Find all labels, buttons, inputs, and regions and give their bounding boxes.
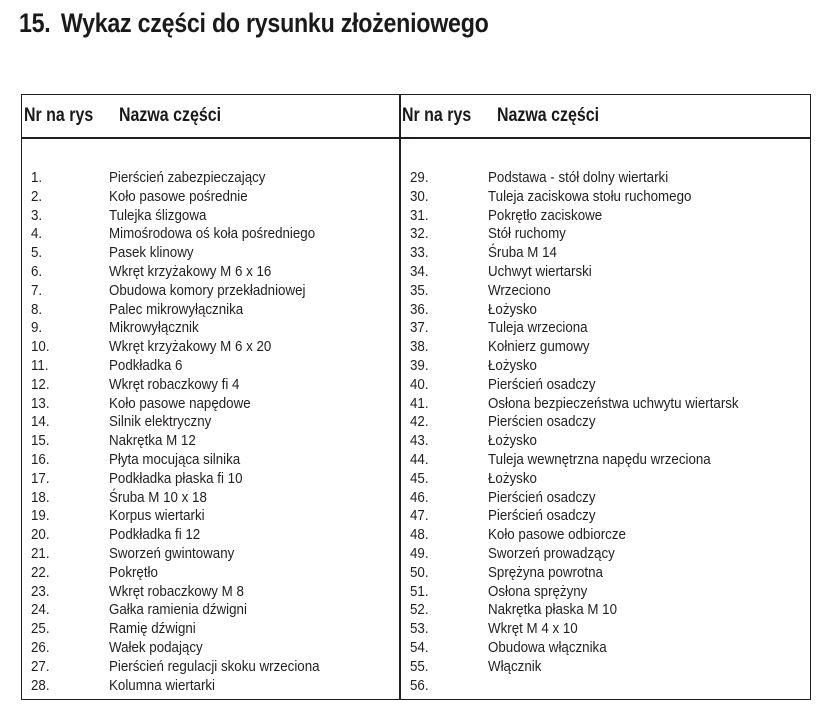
part-name: Śruba M 14 xyxy=(488,245,557,262)
part-number: 6. xyxy=(31,263,43,280)
part-number: 50. xyxy=(410,564,429,581)
part-number: 43. xyxy=(410,433,429,450)
part-number: 4. xyxy=(31,226,43,243)
column-divider xyxy=(399,95,401,699)
part-name: Obudowa komory przekładniowej xyxy=(109,282,306,299)
part-number: 15. xyxy=(31,433,50,450)
part-name: Tuleja wewnętrzna napędu wrzeciona xyxy=(488,451,711,468)
part-name: Podkładka płaska fi 10 xyxy=(109,470,243,487)
part-name: Pierścień osadczy xyxy=(488,489,596,506)
part-name: Wrzeciono xyxy=(488,282,551,299)
part-number: 10. xyxy=(31,339,50,356)
part-name: Wkręt robaczkowy fi 4 xyxy=(109,376,240,393)
part-name: Pierścień zabezpieczający xyxy=(109,170,266,186)
part-number: 9. xyxy=(31,320,43,337)
part-number: 28. xyxy=(31,677,50,694)
part-number: 1. xyxy=(31,170,43,186)
part-name: Nakrętka M 12 xyxy=(109,433,196,450)
part-name: Podstawa - stół dolny wiertarki xyxy=(488,170,669,186)
part-name: Tulejka ślizgowa xyxy=(109,207,207,224)
part-name: Gałka ramienia dźwigni xyxy=(109,602,247,619)
header-name-left: Nazwa części xyxy=(119,105,222,126)
part-number: 36. xyxy=(410,301,429,318)
part-name: Sworzeń prowadzący xyxy=(488,545,615,562)
part-name: Podkładka 6 xyxy=(109,357,183,374)
part-name: Pierścień osadczy xyxy=(488,508,596,525)
part-number: 53. xyxy=(410,621,429,638)
part-name: Obudowa włącznika xyxy=(488,639,607,656)
part-name: Łożysko xyxy=(488,301,537,318)
part-number: 37. xyxy=(410,320,429,337)
part-number: 51. xyxy=(410,583,429,600)
part-number: 55. xyxy=(410,658,429,675)
part-name: Osłona sprężyny xyxy=(488,583,588,600)
part-name: Pokrętło zaciskowe xyxy=(488,207,603,224)
part-name: Wałek podający xyxy=(109,639,203,656)
part-name: Pierścien osadczy xyxy=(488,414,596,431)
part-name: Wkręt krzyżakowy M 6 x 20 xyxy=(109,339,272,356)
part-number: 25. xyxy=(31,621,50,638)
part-number: 48. xyxy=(410,527,429,544)
part-number: 29. xyxy=(410,170,429,186)
part-name: Kolumna wiertarki xyxy=(109,677,216,694)
part-number: 12. xyxy=(31,376,50,393)
part-name: Łożysko xyxy=(488,357,537,374)
part-number: 19. xyxy=(31,508,50,525)
part-name: Sworzeń gwintowany xyxy=(109,545,235,562)
part-number: 2. xyxy=(31,188,43,205)
part-number: 38. xyxy=(410,339,429,356)
part-number: 18. xyxy=(31,489,50,506)
part-name: Koło pasowe napędowe xyxy=(109,395,251,412)
part-name: Śruba M 10 x 18 xyxy=(109,489,207,506)
part-number: 41. xyxy=(410,395,429,412)
part-name: Sprężyna powrotna xyxy=(488,564,603,581)
part-number: 8. xyxy=(31,301,43,318)
part-name: Wkręt robaczkowy M 8 xyxy=(109,583,244,600)
part-number: 23. xyxy=(31,583,50,600)
part-number: 26. xyxy=(31,639,50,656)
part-number: 24. xyxy=(31,602,50,619)
section-number: 15. xyxy=(19,8,51,38)
part-name: Wkręt M 4 x 10 xyxy=(488,621,578,638)
part-number: 39. xyxy=(410,357,429,374)
parts-table xyxy=(21,94,811,700)
section-title: Wykaz części do rysunku złożeniowego xyxy=(60,8,489,38)
part-name: Uchwyt wiertarski xyxy=(488,263,592,280)
part-number: 17. xyxy=(31,470,50,487)
part-name: Korpus wiertarki xyxy=(109,508,205,525)
part-name: Łożysko xyxy=(488,470,537,487)
part-name: Kołnierz gumowy xyxy=(488,339,590,356)
part-number: 54. xyxy=(410,639,429,656)
part-name: Palec mikrowyłącznika xyxy=(109,301,244,318)
part-number: 35. xyxy=(410,282,429,299)
part-name: Płyta mocująca silnika xyxy=(109,451,241,468)
header-nr-right: Nr na rys xyxy=(402,105,472,126)
part-number: 13. xyxy=(31,395,50,412)
part-number: 27. xyxy=(31,658,50,675)
part-number: 56. xyxy=(410,677,429,694)
part-name: Pasek klinowy xyxy=(109,245,194,262)
part-number: 40. xyxy=(410,376,429,393)
part-number: 20. xyxy=(31,527,50,544)
part-number: 45. xyxy=(410,470,429,487)
part-name: Mikrowyłącznik xyxy=(109,320,199,337)
part-name: Włącznik xyxy=(488,658,542,675)
part-name: Stół ruchomy xyxy=(488,226,566,243)
part-name: Koło pasowe pośrednie xyxy=(109,188,248,205)
part-number: 31. xyxy=(410,207,429,224)
part-name: Koło pasowe odbiorcze xyxy=(488,527,626,544)
part-name: Mimośrodowa oś koła pośredniego xyxy=(109,226,316,243)
page-title xyxy=(19,8,489,39)
part-name: Podkładka fi 12 xyxy=(109,527,201,544)
part-number: 44. xyxy=(410,451,429,468)
part-name: Osłona bezpieczeństwa uchwytu wiertarsk xyxy=(488,395,739,412)
part-number: 46. xyxy=(410,489,429,506)
part-number: 32. xyxy=(410,226,429,243)
part-number: 52. xyxy=(410,602,429,619)
part-number: 33. xyxy=(410,245,429,262)
part-name: Tuleja wrzeciona xyxy=(488,320,588,337)
part-number: 34. xyxy=(410,263,429,280)
part-number: 42. xyxy=(410,414,429,431)
part-name: Pokrętło xyxy=(109,564,158,581)
part-name: Nakrętka płaska M 10 xyxy=(488,602,618,619)
part-name: Pierścień osadczy xyxy=(488,376,596,393)
part-name: Łożysko xyxy=(488,433,537,450)
part-number: 3. xyxy=(31,207,43,224)
part-name: Silnik elektryczny xyxy=(109,414,212,431)
part-name: Ramię dźwigni xyxy=(109,621,196,638)
part-name: Tuleja zaciskowa stołu ruchomego xyxy=(488,188,692,205)
part-name: Pierścień regulacji skoku wrzeciona xyxy=(109,658,320,675)
part-number: 14. xyxy=(31,414,50,431)
part-name: Wkręt krzyżakowy M 6 x 16 xyxy=(109,263,272,280)
part-number: 30. xyxy=(410,188,429,205)
header-name-right: Nazwa części xyxy=(497,105,600,126)
part-number: 49. xyxy=(410,545,429,562)
part-number: 21. xyxy=(31,545,50,562)
header-nr-left: Nr na rys xyxy=(24,105,94,126)
part-number: 5. xyxy=(31,245,43,262)
part-number: 7. xyxy=(31,282,43,299)
part-number: 16. xyxy=(31,451,50,468)
part-number: 22. xyxy=(31,564,50,581)
part-number: 11. xyxy=(31,357,49,374)
header-divider xyxy=(22,137,810,139)
part-number: 47. xyxy=(410,508,429,525)
